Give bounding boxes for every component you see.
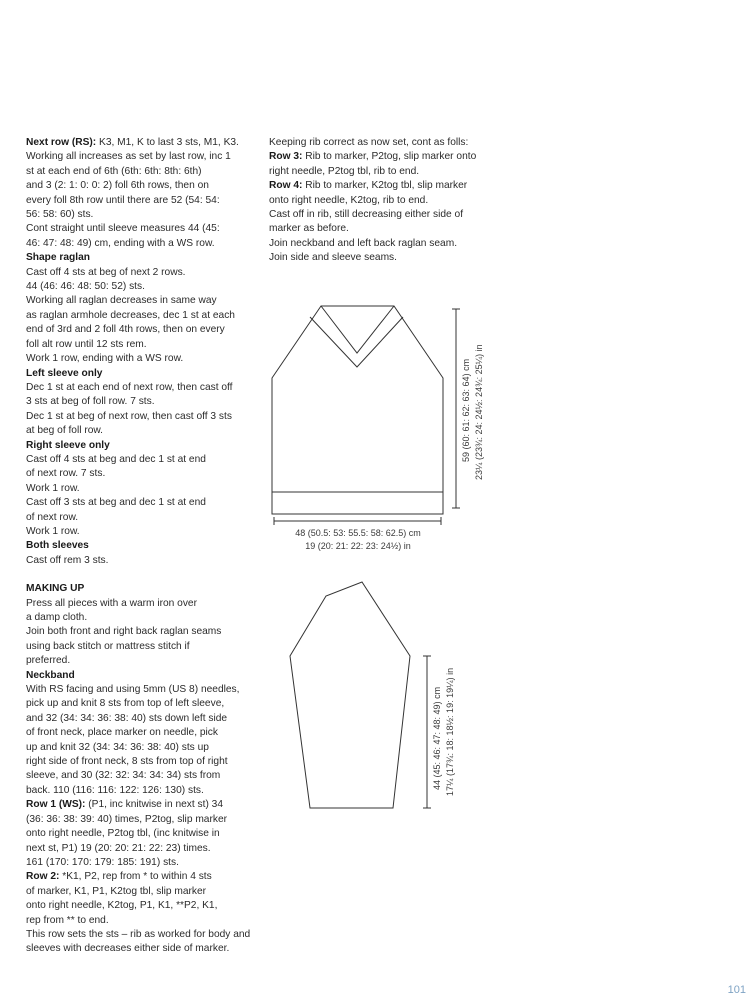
row-label: Row 1 (WS): [26,799,86,811]
section-heading: MAKING UP [26,583,85,595]
instruction-text: Cast off in rib, still decreasing either side of [269,209,464,221]
instruction-text: of next row. [26,511,79,523]
instruction-text: onto right needle, P2tog tbl, (inc knitwise in [26,828,220,840]
instruction-text: Keeping rib correct as now set, cont as folls: [269,137,469,148]
instruction-text: Cast off 4 sts at beg and dec 1 st at end [26,453,206,465]
instruction-text: K3, M1, K to last 3 sts, M1, K3. [96,137,239,148]
sleeve-length-cm-label: 44 (45: 46: 47: 48: 49) cm [432,686,442,790]
instruction-text: *K1, P2, rep from * to within 4 sts [59,871,212,883]
instruction-text: pick up and knit 8 sts from top of left sleeve, [26,698,225,710]
instruction-text: Rib to marker, K2tog tbl, slip marker [302,180,468,192]
instruction-text: up and knit 32 (34: 34: 36: 38: 40) sts up [26,741,209,753]
instruction-text: and 32 (34: 34: 36: 38: 40) sts down left side [26,712,228,724]
v-neck-inner [310,317,403,367]
instruction-text: (36: 36: 38: 39: 40) times, P2tog, slip marker [26,813,228,825]
instruction-text: Dec 1 st at beg of next row, then cast off 3 sts [26,410,232,422]
instruction-text: of marker, K1, P1, K2tog tbl, slip marker [26,885,207,897]
instruction-text: back. 110 (116: 116: 122: 126: 130) sts. [26,784,204,796]
body-width-cm-label: 48 (50.5: 53: 55.5: 58: 62.5) cm [295,528,421,538]
instruction-text: marker as before. [269,223,349,235]
instruction-text: With RS facing and using 5mm (US 8) needles, [26,684,240,696]
section-heading: Shape raglan [26,252,90,264]
instruction-text: 3 sts at beg of foll row. 7 sts. [26,396,155,408]
instruction-text: Rib to marker, P2tog, slip marker onto [302,151,477,163]
instruction-text: Dec 1 st at each end of next row, then cast off [26,381,233,393]
instruction-text: of next row. 7 sts. [26,468,106,480]
row-label: Row 2: [26,871,60,883]
instruction-text: Work 1 row, ending with a WS row. [26,353,184,365]
instruction-text: Cont straight until sleeve measures 44 (45: [26,223,220,235]
instruction-text: sleeve, and 30 (32: 32: 34: 34: 34) sts from [26,770,221,782]
instruction-text: preferred. [26,655,71,667]
instruction-text: Cast off 3 sts at beg and dec 1 st at end [26,497,206,509]
v-neck-outer [321,306,394,353]
instruction-text: Cast off 4 sts at beg of next 2 rows. [26,266,186,278]
instruction-text: every foll 8th row until there are 52 (54: 54: [26,194,220,206]
row-label: Row 4: [269,180,303,192]
body-height-cm-label: 59 (60: 61: 62: 63: 64) cm [461,358,471,462]
instruction-text: Working all increases as set by last row, inc 1 [26,151,231,163]
instruction-text: rep from ** to end. [26,914,109,926]
instruction-text: st at each end of 6th (6th: 6th: 8th: 6th) [26,165,202,177]
instruction-text: Cast off rem 3 sts. [26,554,109,566]
instruction-text: Press all pieces with a warm iron over [26,597,197,609]
instruction-text: Join side and sleeve seams. [269,252,397,264]
instruction-text: next st, P1) 19 (20: 20: 21: 22: 23) times. [26,842,211,854]
instruction-text: as raglan armhole decreases, dec 1 st at each [26,309,235,321]
instruction-text: end of 3rd and 2 foll 4th rows, then on every [26,324,225,336]
instruction-text: using back stitch or mattress stitch if [26,640,190,652]
section-heading: Right sleeve only [26,439,110,451]
row-label: Next row (RS): [26,137,97,148]
instruction-text: at beg of foll row. [26,425,104,437]
instruction-text: 161 (170: 170: 179: 185: 191) sts. [26,856,179,868]
instruction-text: right needle, P2tog tbl, rib to end. [269,165,420,177]
instruction-text: a damp cloth. [26,612,88,623]
body-width-in-label: 19 (20: 21: 22: 23: 24½) in [305,541,411,551]
instruction-text: and 3 (2: 1: 0: 0: 2) foll 6th rows, then on [26,180,209,192]
instruction-text: 44 (46: 46: 48: 50: 52) sts. [26,281,145,293]
section-heading: Neckband [26,669,75,681]
sleeve-length-in-label: 17¼ (17¾: 18: 18½: 19: 19¼) in [445,667,455,796]
body-schematic [272,306,460,525]
section-heading: Left sleeve only [26,367,103,379]
instruction-text: Join both front and right back raglan seams [26,626,222,638]
instruction-text: of front neck, place marker on needle, pick [26,727,218,739]
row-label: Row 3: [269,151,303,163]
instruction-text: onto right needle, K2tog, P1, K1, **P2, K1, [26,900,218,912]
instruction-text: (P1, inc knitwise in next st) 34 [85,799,224,811]
body-outline [272,306,443,514]
instruction-text: sleeves with decreases either side of marker. [26,943,230,955]
sleeve-outline [290,582,410,808]
instruction-text: foll alt row until 12 sts rem. [26,338,147,350]
instruction-text: 56: 58: 60) sts. [26,209,94,221]
instruction-text: This row sets the sts – rib as worked for body and [26,928,251,940]
instruction-text: 46: 47: 48: 49) cm, ending with a WS row. [26,237,215,249]
sleeve-schematic [290,582,431,808]
instruction-text: Work 1 row. [26,525,80,537]
page-number: 101 [727,984,746,996]
instruction-text: Working all raglan decreases in same way [26,295,217,307]
instruction-text: onto right needle, K2tog, rib to end. [269,194,429,206]
section-heading: Both sleeves [26,540,89,552]
body-height-in-label: 23¼ (23¾: 24: 24½: 24¾: 25¼) in [474,344,484,480]
instruction-text: Join neckband and left back raglan seam. [269,237,458,249]
instruction-text: Work 1 row. [26,482,80,494]
instruction-text: right side of front neck, 8 sts from top of right [26,756,228,768]
